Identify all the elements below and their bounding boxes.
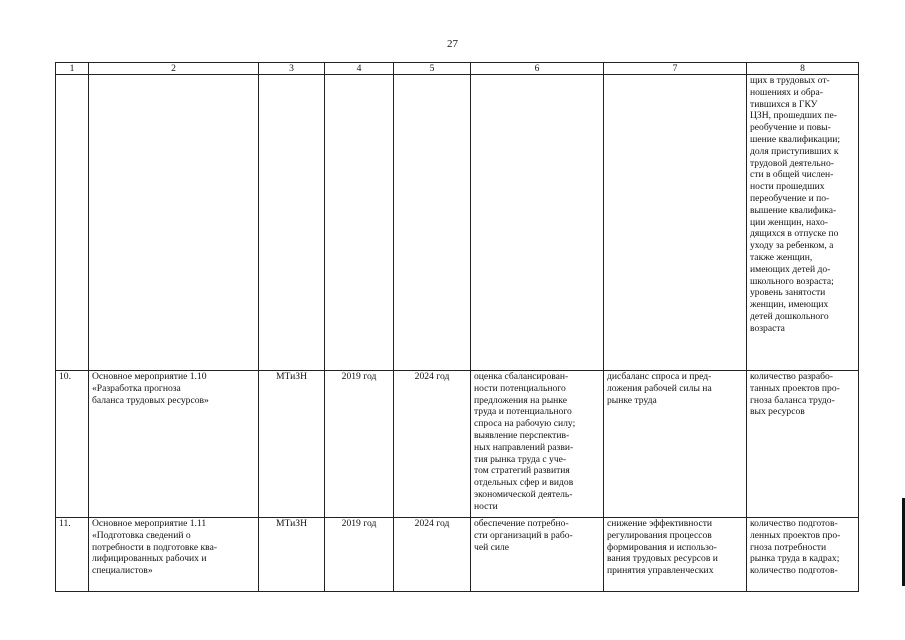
text-line: Основное мероприятие 1.11 [92, 518, 207, 529]
executor: МТиЗН [259, 518, 325, 592]
table-row-11 [56, 518, 859, 592]
text-line: том стратегий развития [474, 465, 570, 477]
text-line: сти организаций в рабо- [474, 529, 573, 541]
text-line: количество подготов- [750, 565, 838, 577]
text-line: снижение эффективности [607, 518, 713, 529]
header-col-6: 6 [471, 63, 604, 75]
text-line: доля приступивших к [750, 145, 839, 157]
text-line: рынке труда [607, 394, 657, 406]
text-line: труда и потенциального [474, 406, 572, 418]
text-line: предложения на рынке [474, 394, 567, 406]
text-line: лифицированных рабочих и [92, 553, 207, 565]
continuation-indicators [747, 75, 859, 371]
executor: МТиЗН [259, 371, 325, 518]
text-line: ложения рабочей силы на [607, 382, 712, 394]
text-line: принятия управленческих [607, 565, 714, 577]
text-line: гноза баланса трудо- [750, 394, 835, 406]
row-number: 10. [56, 371, 89, 518]
text-line: специалистов» [92, 565, 153, 577]
text-line: шение квалификации; [750, 133, 841, 145]
text-line: танных проектов про- [750, 382, 840, 394]
text-line: тия рынка труда с уче- [474, 453, 567, 465]
text-line: формирования и использо- [607, 541, 717, 553]
text-line: ности прошедших [750, 181, 825, 193]
text-line: выявление перспектив- [474, 429, 570, 441]
text-line: имеющих детей до- [750, 263, 831, 275]
expected-result [471, 518, 604, 592]
text-line: потребности в подготовке ква- [92, 541, 218, 553]
related-indicators [747, 518, 859, 592]
text-line: обеспечение потребно- [474, 518, 569, 529]
measure-name [89, 371, 259, 518]
header-col-3: 3 [259, 63, 325, 75]
text-line: гноза потребности [750, 541, 827, 553]
text-line: вания трудовых ресурсов и [607, 553, 718, 565]
text-line: чей силе [474, 541, 510, 553]
text-line: возраста [750, 322, 785, 334]
header-col-7: 7 [604, 63, 747, 75]
text-line: баланса трудовых ресурсов» [92, 394, 209, 406]
text-line: «Разработка прогноза [92, 382, 181, 394]
header-col-2: 2 [89, 63, 259, 75]
text-line: «Подготовка сведений о [92, 529, 191, 541]
text-line: сти в общей числен- [750, 169, 834, 181]
non-implementation-consequences [604, 371, 747, 518]
text-line: экономической деятель- [474, 488, 573, 500]
text-line: школьного возраста; [750, 275, 834, 287]
text-line: вых ресурсов [750, 406, 805, 418]
start-date: 2019 год [325, 518, 394, 592]
text-line: отдельных сфер и видов [474, 477, 574, 489]
table-row-10 [56, 371, 859, 518]
text-line: дисбаланс спроса и пред- [607, 371, 712, 382]
end-date: 2024 год [394, 518, 471, 592]
text-line: спроса на рабочую силу; [474, 418, 576, 430]
measure-name [89, 518, 259, 592]
text-line: дящихся в отпуске по [750, 228, 839, 240]
text-line: щих в трудовых от- [750, 75, 830, 86]
text-line: ности [474, 500, 498, 512]
row-number: 11. [56, 518, 89, 592]
text-line: женщин, имеющих [750, 299, 829, 311]
start-date: 2019 год [325, 371, 394, 518]
end-date: 2024 год [394, 371, 471, 518]
text-line: трудовой деятельно- [750, 157, 834, 169]
page-number: 27 [447, 38, 458, 50]
continuation-row [56, 75, 859, 371]
header-col-4: 4 [325, 63, 394, 75]
header-row [56, 63, 859, 75]
text-line: вышение квалифика- [750, 204, 837, 216]
header-col-1: 1 [56, 63, 89, 75]
text-line: ных направлений разви- [474, 441, 574, 453]
text-line: регулирования процессов [607, 529, 712, 541]
text-line: оценка сбалансирован- [474, 371, 569, 382]
text-line: рынка труда в кадрах; [750, 553, 840, 565]
text-line: ции женщин, нахо- [750, 216, 828, 228]
text-line: уровень занятости [750, 287, 826, 299]
header-col-8: 8 [747, 63, 859, 75]
text-line: переобучение и по- [750, 192, 830, 204]
text-line: количество разрабо- [750, 371, 833, 382]
text-line: реобучение и повы- [750, 122, 831, 134]
text-line: ЦЗН, прошедших пе- [750, 110, 837, 122]
header-col-5: 5 [394, 63, 471, 75]
text-line: также женщин, [750, 251, 813, 263]
text-line: количество подготов- [750, 518, 838, 529]
text-line: ношениях и обра- [750, 86, 823, 98]
measures-table [55, 62, 859, 592]
non-implementation-consequences [604, 518, 747, 592]
text-line: ленных проектов про- [750, 529, 841, 541]
related-indicators [747, 371, 859, 518]
text-line: детей дошкольного [750, 310, 829, 322]
text-line: уходу за ребенком, а [750, 240, 834, 252]
text-line: ности потенциального [474, 382, 566, 394]
text-line: Основное мероприятие 1.10 [92, 371, 207, 382]
text-line: тившихся в ГКУ [750, 98, 818, 110]
expected-result [471, 371, 604, 518]
